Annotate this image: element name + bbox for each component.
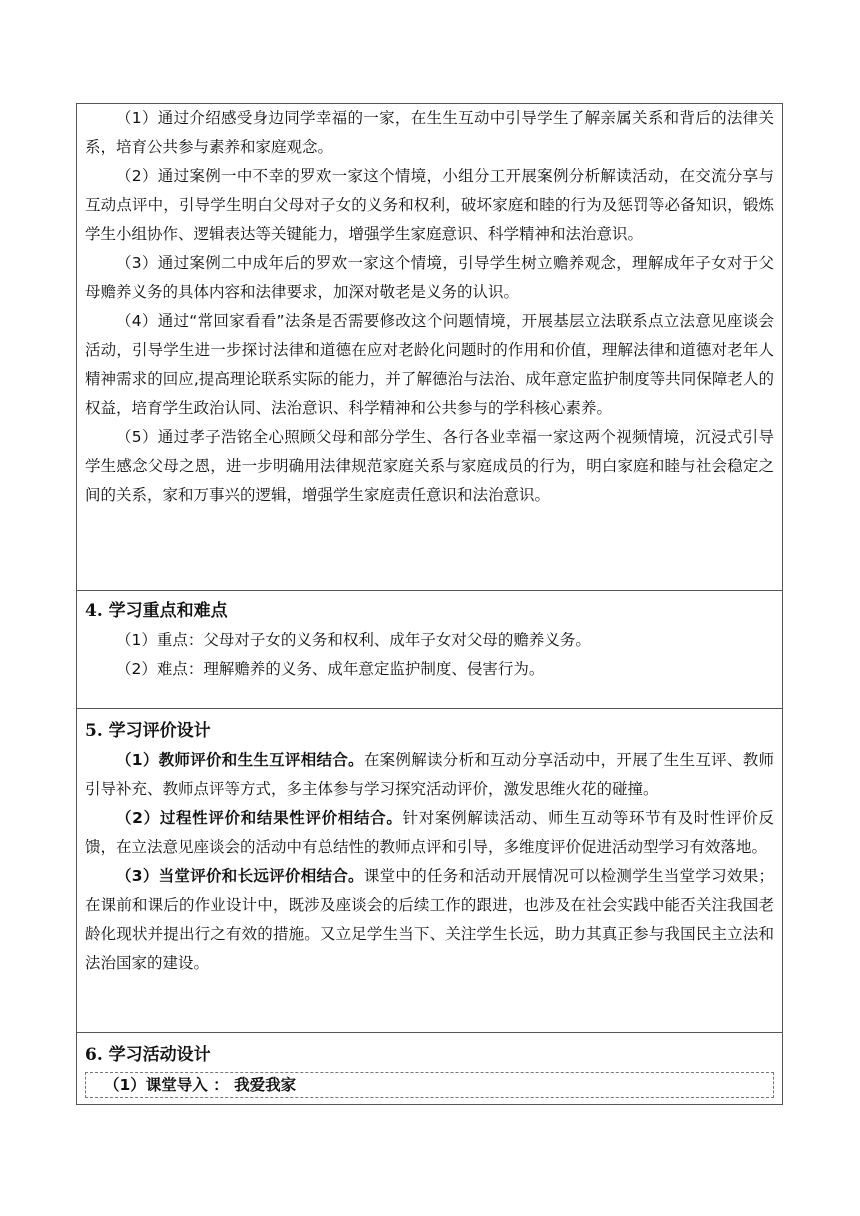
evaluation-item-1 [85, 746, 774, 804]
objective-paragraph-4: （4）通过“常回家看看”法条是否需要修改这个问题情境，开展基层立法联系点立法意见座谈会活动，引导学生进一步探讨法律和道德在应对老龄化问题时的作用和价值，理解法律和道德对老年人精神需求的回应,提高理论联系实际的能力，并了解德治与法治、成年意定监护制度等共同保障老人的权益，培育学生政治认同、法治意识、科学精神和公共参与的学科核心素养。 [85, 312, 774, 417]
section-6-heading [85, 1041, 774, 1070]
evaluation-item-2-lead: （2）过程性评价和结果性评价相结合。 [116, 809, 403, 827]
section-4-title: 学习重点和难点 [108, 601, 228, 621]
document-table [76, 103, 783, 1105]
section-6-number: 6. [85, 1045, 103, 1065]
key-points-cell [77, 591, 782, 709]
objective-paragraph-2: （2）通过案例一中不幸的罗欢一家这个情境，小组分工开展案例分析解读活动，在交流分享与互动点评中，引导学生明白父母对子女的义务和权利，破坏家庭和睦的行为及惩罚等必备知识，锻炼学生小组协作、逻辑表达等关键能力，增强学生家庭意识、科学精神和法治意识。 [85, 167, 774, 243]
objective-paragraph-5: （5）通过孝子浩铭全心照顾父母和部分学生、各行各业幸福一家这两个视频情境，沉浸式引导学生感念父母之恩，进一步明确用法律规范家庭关系与家庭成员的行为，明白家庭和睦与社会稳定之间的关系，家和万事兴的逻辑，增强学生家庭责任意识和法治意识。 [85, 428, 774, 504]
evaluation-item-1-lead: （1）教师评价和生生互评相结合。 [116, 751, 364, 769]
evaluation-item-3-lead: （3）当堂评价和长远评价相结合。 [116, 867, 364, 885]
objectives-cell [77, 104, 782, 591]
subsection-intro-title: （1）课堂导入 ： 我爱我家 [104, 1076, 297, 1094]
evaluation-item-2-body: 针对案例解读活动、师生互动等环节有及时性评价反馈，在立法意见座谈会的活动中有总结性的教师点评和引导，多维度评价促进活动型学习有效落地。 [85, 809, 774, 856]
evaluation-item-3-body: 课堂中的任务和活动开展情况可以检测学生当堂学习效果；在课前和课后的作业设计中，既涉及座谈会的后续工作的跟进，也涉及在社会实践中能否关注我国老龄化现状并提出行之有效的措施。又立足学生当下、关注学生长远，助力其真正参与我国民主立法和法治国家的建设。 [85, 867, 774, 972]
subsection-intro-box [85, 1072, 774, 1098]
objective-paragraph-1: （1）通过介绍感受身边同学幸福的一家，在生生互动中引导学生了解亲属关系和背后的法律关系，培育公共参与素养和家庭观念。 [85, 109, 774, 156]
evaluation-item-1-body: 在案例解读分析和互动分享活动中，开展了生生互评、教师引导补充、教师点评等方式，多主体参与学习探究活动评价，激发思维火花的碰撞。 [85, 751, 774, 798]
key-point-item: （1）重点：父母对子女的义务和权利、成年子女对父母的赡养义务。 [116, 631, 591, 649]
section-5-number: 5. [85, 721, 103, 741]
section-5-heading [85, 717, 774, 746]
section-6-title: 学习活动设计 [108, 1045, 211, 1065]
evaluation-item-2 [85, 804, 774, 862]
section-5-title: 学习评价设计 [108, 721, 211, 741]
evaluation-cell [77, 709, 782, 1033]
activity-design-cell [77, 1033, 782, 1104]
section-4-number: 4. [85, 601, 103, 621]
objective-paragraph-3: （3）通过案例二中成年后的罗欢一家这个情境，引导学生树立赡养观念，理解成年子女对于父母赡养义务的具体内容和法律要求，加深对敬老是义务的认识。 [85, 254, 774, 301]
section-4-heading [85, 597, 774, 626]
evaluation-item-3 [85, 862, 774, 978]
difficult-point-item: （2）难点：理解赡养的义务、成年意定监护制度、侵害行为。 [116, 660, 545, 678]
